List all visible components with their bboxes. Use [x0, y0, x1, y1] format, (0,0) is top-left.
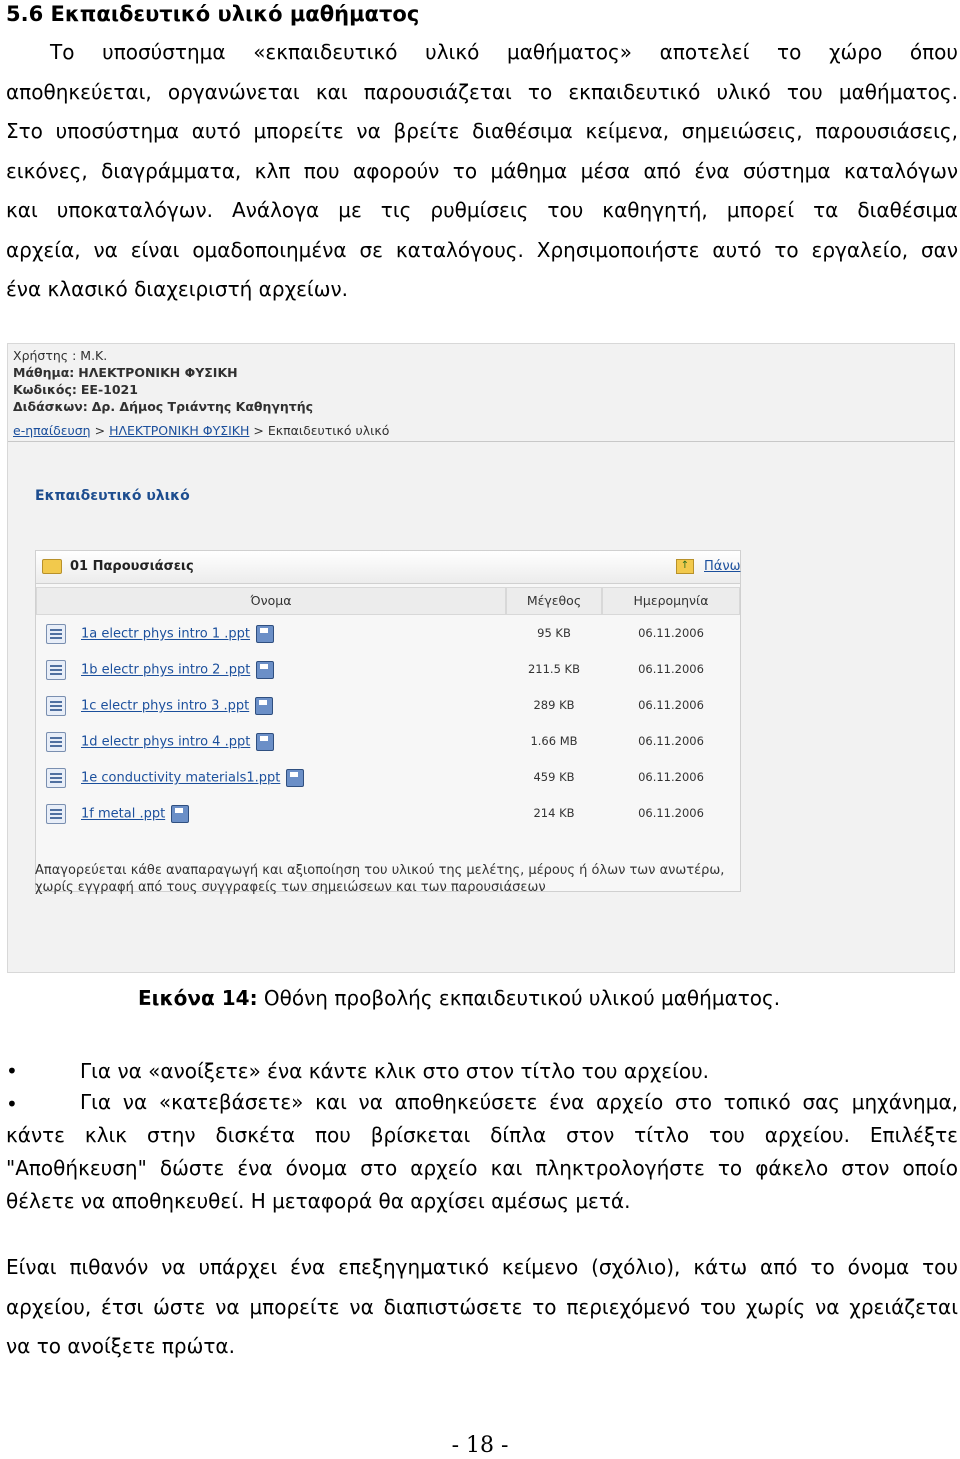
file-name-link[interactable]: 1c electr phys intro 3 .ppt	[81, 698, 250, 714]
breadcrumb-home-link[interactable]: e-ηπαίδευση	[13, 423, 91, 438]
up-link[interactable]: Πάνω	[704, 559, 741, 574]
note-line: χωρίς εγγραφή από τους συγγραφείς των σημειώσεων και των παρουσιάσεων	[35, 880, 546, 895]
note-line: Απαγορεύεται κάθε αναπαραγωγή και αξιοποίηση του υλικού της μελέτης, μέρους ή όλων των ανωτέρω,	[35, 863, 725, 878]
file-date: 06.11.2006	[638, 626, 704, 640]
bullet-line: Για να «κατεβάσετε» και να αποθηκεύσετε ένα αρχείο στο τοπικό σας μηχάνημα,	[80, 1090, 958, 1114]
code-label: Κωδικός:	[13, 382, 77, 397]
bullet-line: θέλετε να αποθηκευθεί. Η μεταφορά θα αρχίσει αμέσως μετά.	[6, 1189, 631, 1213]
copyright-note	[35, 862, 724, 896]
folder-up-icon[interactable]: ↑	[676, 559, 694, 574]
section-heading: 5.6 Εκπαιδευτικό υλικό μαθήματος	[6, 2, 420, 26]
file-name-link[interactable]: 1a electr phys intro 1 .ppt	[81, 626, 251, 642]
breadcrumb	[13, 423, 389, 438]
file-date: 06.11.2006	[638, 806, 704, 820]
intro-line: Στο υποσύστημα αυτό μπορείτε να βρείτε διαθέσιμα κείμενα, σημειώσεις, παρουσιάσεις,	[6, 119, 958, 143]
bullet-line: κάντε κλικ στην δισκέτα που βρίσκεται δίπλα στον τίτλο του αρχείου. Επιλέξτε	[6, 1123, 958, 1147]
breadcrumb-separator: >	[94, 423, 106, 438]
intro-line: Το υποσύστημα «εκπαιδευτικό υλικό μαθήματος» αποτελεί το χώρο όπου	[50, 40, 958, 64]
bullet-dot-icon: •	[6, 1059, 18, 1083]
file-size: 1.66 MB	[530, 734, 578, 748]
floppy-disk-icon[interactable]	[256, 733, 274, 751]
table-row	[36, 688, 740, 724]
column-header-date: Ημερομηνία	[602, 587, 740, 615]
course-label: Μάθημα:	[13, 365, 75, 380]
bullet-text: Για να «ανοίξετε» ένα κάντε κλικ στο στον τίτλο του αρχείου.	[80, 1059, 710, 1083]
teacher-label: Διδάσκων:	[13, 399, 88, 414]
file-size: 289 KB	[533, 698, 575, 712]
floppy-disk-icon[interactable]	[286, 769, 304, 787]
breadcrumb-current: Εκπαιδευτικό υλικό	[267, 423, 390, 438]
intro-line: ένα κλασικό διαχειριστή αρχείων.	[6, 277, 348, 301]
file-name-link[interactable]: 1b electr phys intro 2 .ppt	[81, 662, 251, 678]
file-date: 06.11.2006	[638, 698, 704, 712]
course-info	[13, 347, 313, 415]
figure-caption	[138, 986, 780, 1010]
file-name-link[interactable]: 1f metal .ppt	[81, 806, 166, 822]
divider	[8, 441, 954, 442]
page-title: Εκπαιδευτικό υλικό	[35, 488, 190, 504]
file-size: 95 KB	[537, 626, 571, 640]
floppy-disk-icon[interactable]	[256, 625, 274, 643]
ppt-file-icon	[46, 768, 66, 788]
table-row	[36, 616, 740, 652]
table-row	[36, 724, 740, 760]
code-value: ΕΕ-1021	[80, 382, 138, 397]
table-row	[36, 796, 740, 832]
bullet-paragraph	[6, 1086, 958, 1218]
file-name-link[interactable]: 1e conductivity materials1.ppt	[81, 770, 281, 786]
intro-line: εικόνες, διαγράμματα, κλπ που αφορούν το μάθημα μέσα από ένα σύστημα καταλόγων	[6, 158, 958, 183]
ppt-file-icon	[46, 804, 66, 824]
table-row	[36, 652, 740, 688]
caption-text: Οθόνη προβολής εκπαιδευτικού υλικού μαθήματος.	[257, 986, 781, 1010]
embedded-screenshot	[7, 343, 955, 973]
ppt-file-icon	[46, 696, 66, 716]
folder-bar	[36, 551, 740, 584]
page-number: - 18 -	[451, 1433, 509, 1458]
intro-line: και υποκαταλόγων. Ανάλογα με τις ρυθμίσεις του καθηγητή, μπορεί τα διαθέσιμα	[6, 198, 958, 222]
bullet-dot-icon: •	[6, 1092, 18, 1116]
ppt-file-icon	[46, 660, 66, 680]
file-size: 459 KB	[533, 770, 575, 784]
folder-icon	[42, 559, 62, 574]
column-header-name: Όνομα	[36, 587, 506, 615]
file-date: 06.11.2006	[638, 734, 704, 748]
file-browser	[35, 550, 741, 892]
file-date: 06.11.2006	[638, 662, 704, 676]
folder-name: 01 Παρουσιάσεις	[70, 559, 194, 574]
bullet-item	[6, 1059, 710, 1083]
breadcrumb-separator: >	[253, 423, 264, 438]
column-header-size: Μέγεθος	[506, 587, 602, 615]
breadcrumb-course-link[interactable]: ΗΛΕΚΤΡΟΝΙΚΗ ΦΥΣΙΚΗ	[109, 423, 250, 438]
table-row	[36, 760, 740, 796]
ppt-file-icon	[46, 732, 66, 752]
floppy-disk-icon[interactable]	[255, 697, 273, 715]
file-size: 211.5 KB	[527, 662, 580, 676]
file-size: 214 KB	[533, 806, 575, 820]
final-paragraph	[6, 1248, 958, 1367]
final-line: αρχείου, έτσι ώστε να μπορείτε να διαπιστώσετε το περιεχόμενό του χωρίς να χρειάζεται	[6, 1294, 958, 1319]
floppy-disk-icon[interactable]	[256, 661, 274, 679]
intro-paragraph	[6, 33, 958, 310]
user-line: Χρήστης : Μ.Κ.	[13, 348, 108, 363]
teacher-value: Δρ. Δήμος Τριάντης Καθηγητής	[91, 399, 314, 414]
course-value: ΗΛΕΚΤΡΟΝΙΚΗ ΦΥΣΙΚΗ	[78, 365, 238, 380]
ppt-file-icon	[46, 624, 66, 644]
caption-label: Εικόνα 14:	[138, 986, 258, 1010]
final-line: να το ανοίξετε πρώτα.	[6, 1334, 235, 1358]
file-name-link[interactable]: 1d electr phys intro 4 .ppt	[81, 734, 251, 750]
floppy-disk-icon[interactable]	[171, 805, 189, 823]
final-line: Είναι πιθανόν να υπάρχει ένα επεξηγηματικό κείμενο (σχόλιο), κάτω από το όνομα του	[6, 1255, 958, 1279]
file-date: 06.11.2006	[638, 770, 704, 784]
bullet-line: "Αποθήκευση" δώστε ένα όνομα στο αρχείο και πληκτρολογήστε το φάκελο στον οποίο	[6, 1156, 958, 1180]
intro-line: αποθηκεύεται, οργανώνεται και παρουσιάζεται το εκπαιδευτικό υλικό του μαθήματος.	[6, 79, 958, 104]
intro-line: αρχεία, να είναι ομαδοποιημένα σε καταλόγους. Χρησιμοποιήστε αυτό το εργαλείο, σαν	[6, 237, 958, 262]
